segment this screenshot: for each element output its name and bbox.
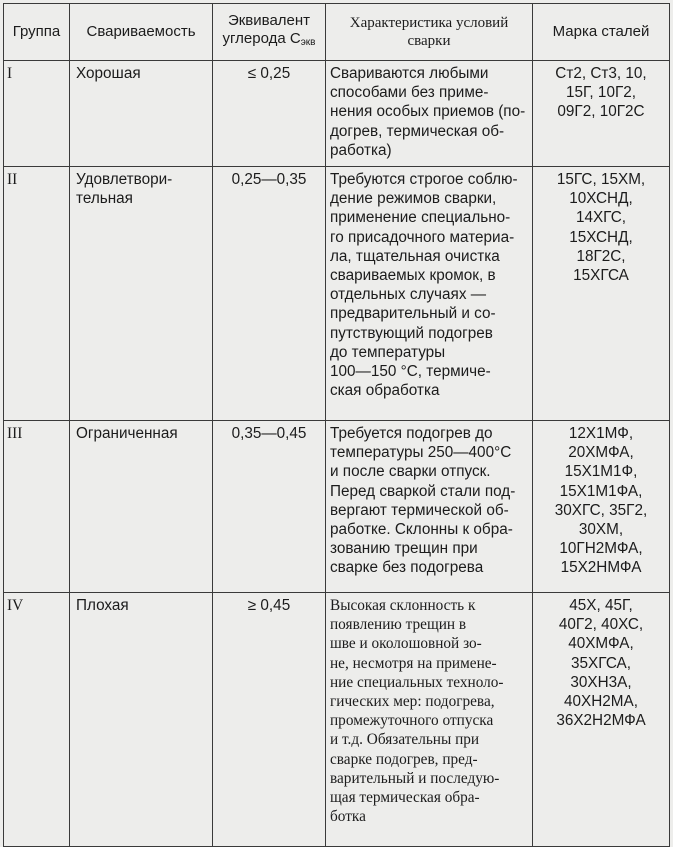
table-row (4, 593, 670, 847)
header-carbon-equivalent: Эквивалент углерода $С_{экв}$ (213, 4, 326, 61)
weldability-cell: Хорошая (70, 61, 213, 167)
carbon-equivalent-cell: 0,35—0,45 (213, 421, 326, 593)
carbon-equivalent-cell: 0,25—0,35 (213, 167, 326, 421)
conditions-cell: Свариваются любыми способами без приме- нения особых приемов (по- догрев, термическая об- работка) (326, 61, 533, 167)
welding-classification-table (3, 3, 670, 847)
carbon-equivalent-cell: ≥ 0,45 (213, 593, 326, 847)
weldability-cell: Удовлетвори- тельная (70, 167, 213, 421)
conditions-cell: Требуются строгое соблю- дение режимов сварки, применение специально- го присадочного материа- ла, тщательная очистка свариваемых кромок, в отдельных случаях — предварительный и со- путствующий подогрев до температуры 100—150 °С, термиче- ская обработка (326, 167, 533, 421)
header-weldability: Свариваемость (70, 4, 213, 61)
steel-grades-cell: Ст2, Ст3, 10, 15Г, 10Г2, 09Г2, 10Г2С (533, 61, 670, 167)
weldability-cell: Плохая (70, 593, 213, 847)
table-header-row (4, 4, 670, 61)
header-group: Группа (4, 4, 70, 61)
group-cell: II (4, 167, 70, 421)
group-cell: III (4, 421, 70, 593)
table-row (4, 61, 670, 167)
group-cell: IV (4, 593, 70, 847)
carbon-equivalent-cell: ≤ 0,25 (213, 61, 326, 167)
steel-grades-cell: 45Х, 45Г, 40Г2, 40ХС, 40ХМФА, 35ХГСА, 30ХН3А, 40ХН2МА, 36Х2Н2МФА (533, 593, 670, 847)
weldability-cell: Ограниченная (70, 421, 213, 593)
conditions-cell: Требуется подогрев до температуры 250—400°С и после сварки отпуск. Перед сваркой стали под- вергают термической об- работке. Склонны к обра- зованию трещин при сварке без подогрева (326, 421, 533, 593)
group-cell: I (4, 61, 70, 167)
conditions-cell: Высокая склонность к появлению трещин в шве и околошовной зо- не, несмотря на примене- ние специальных техноло- гических мер: подогрева, промежуточного отпуска и т.д. Обязательны при сварке подогрев, пред- варительный и последую- щая термическая обра- ботка (326, 593, 533, 847)
table-row (4, 167, 670, 421)
header-steel-grade: Марка сталей (533, 4, 670, 61)
steel-grades-cell: 12Х1МФ, 20ХМФА, 15Х1М1Ф, 15Х1М1ФА, 30ХГС, 35Г2, 30ХМ, 10ГН2МФА, 15Х2НМФА (533, 421, 670, 593)
table-row (4, 421, 670, 593)
steel-grades-cell: 15ГС, 15ХМ, 10ХСНД, 14ХГС, 15ХСНД, 18Г2С, 15ХГСА (533, 167, 670, 421)
header-welding-conditions: Характеристика условий сварки (326, 4, 533, 61)
